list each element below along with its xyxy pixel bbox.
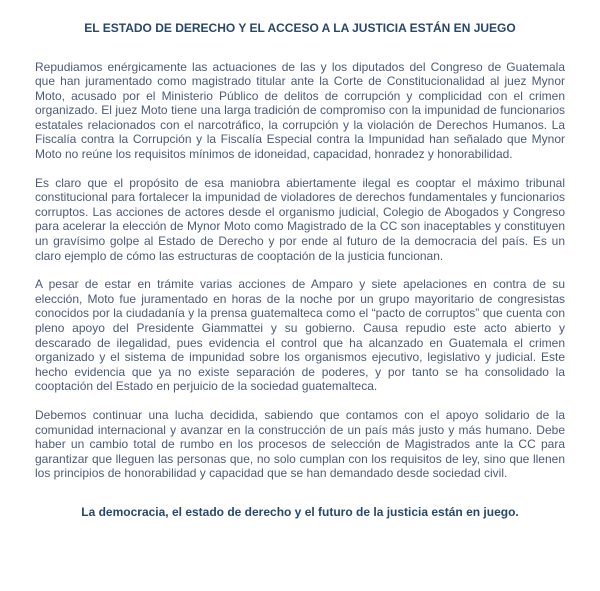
paragraph-3: A pesar de estar en trámite varias acciones de Amparo y siete apelaciones en contra de su elección, Moto fue juramentado en horas de la noche por un grupo mayoritario de congresistas conocidos por la ciudadanía y la prensa guatemalteca como el “pacto de corruptos” que cuenta con pleno apoyo del Presidente Giammattei y su gobierno. Causa repudio este acto abierto y descarado de ilegalidad, pues evidencia el control que ha alcanzado en Guatemala el crimen organizado y el sistema de impunidad sobre los organismos ejecutivo, legislativo y judicial. Este hecho evidencia que ya no existe separación de poderes, y por tanto se ha consolidado la cooptación del Estado en perjuicio de la sociedad guatemalteca. (35, 277, 565, 394)
closing-statement: La democracia, el estado de derecho y el futuro de la justicia están en juego. (81, 504, 519, 519)
document-title: EL ESTADO DE DERECHO Y EL ACCESO A LA JUSTICIA ESTÁN EN JUEGO (84, 21, 516, 35)
paragraph-1: Repudiamos enérgicamente las actuaciones de las y los diputados del Congreso de Guatemala que han juramentado como magistrado titular ante la Corte de Constitucionalidad al juez Mynor Moto, acusado por el Ministerio Público de delitos de corrupción y complicidad con el crimen organizado. El juez Moto tiene una larga tradición de compromiso con la impunidad de funcionarios estatales relacionados con el narcotráfico, la corrupción y la violación de Derechos Humanos. La Fiscalía contra la Corrupción y la Fiscalía Especial contra la Impunidad han señalado que Mynor Moto no reúne los requisitos mínimos de idoneidad, capacidad, honradez y honorabilidad. (35, 59, 565, 162)
paragraph-4: Debemos continuar una lucha decidida, sabiendo que contamos con el apoyo solidario de la comunidad internacional y avanzar en la construcción de un país más justo y más humano. Debe haber un cambio total de rumbo en los procesos de selección de Magistrados ante la CC para garantizar que lleguen las personas que, no solo cumplan con los requisitos de ley, sino que llenen los principios de honorabilidad y capacidad que se han demandado desde sociedad civil. (35, 407, 565, 481)
paragraph-2: Es claro que el propósito de esa maniobra abiertamente ilegal es cooptar el máximo tribunal constitucional para fortalecer la impunidad de violadores de derechos fundamentales y funcionarios corruptos. Las acciones de actores desde el organismo judicial, Colegio de Abogados y Congreso para acelerar la elección de Mynor Moto como Magistrado de la CC son inaceptables y constituyen un gravísimo golpe al Estado de Derecho y por ende al futuro de la democracia del país. Es un claro ejemplo de cómo las estructuras de cooptación de la justicia funcionan. (35, 175, 565, 263)
